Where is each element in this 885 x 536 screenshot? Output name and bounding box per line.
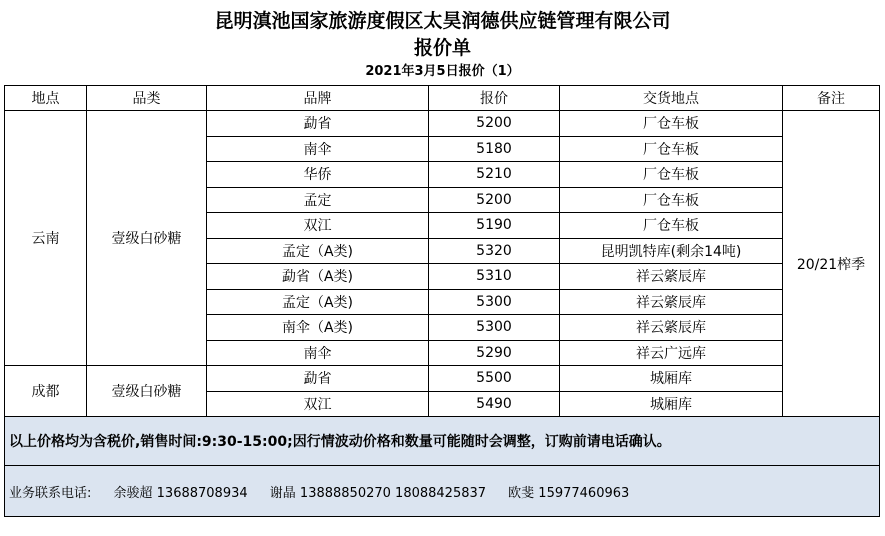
header-delivery: 交货地点 xyxy=(560,86,783,111)
delivery-cell: 厂仓车板 xyxy=(560,187,783,213)
brand-cell: 南伞 xyxy=(207,340,429,366)
delivery-cell: 厂仓车板 xyxy=(560,213,783,239)
delivery-cell: 祥云綮辰库 xyxy=(560,289,783,315)
delivery-cell: 厂仓车板 xyxy=(560,162,783,188)
delivery-cell: 厂仓车板 xyxy=(560,136,783,162)
delivery-cell: 城厢库 xyxy=(560,391,783,417)
category-cell: 壹级白砂糖 xyxy=(87,111,207,366)
price-cell: 5310 xyxy=(429,264,560,290)
price-cell: 5210 xyxy=(429,162,560,188)
price-cell: 5490 xyxy=(429,391,560,417)
header-remark: 备注 xyxy=(783,86,880,111)
company-name: 昆明滇池国家旅游度假区太昊润德供应链管理有限公司 xyxy=(214,10,671,32)
contact-row xyxy=(5,466,880,517)
table-row xyxy=(5,111,880,137)
price-notice: 以上价格均为含税价,销售时间:9:30-15:00;因行情波动价格和数量可能随时会调整，订购前请电话确认。 xyxy=(5,417,880,466)
price-cell: 5300 xyxy=(429,315,560,341)
delivery-cell: 祥云广远库 xyxy=(560,340,783,366)
brand-cell: 勐省 xyxy=(207,111,429,137)
header-price: 报价 xyxy=(429,86,560,111)
price-cell: 5320 xyxy=(429,238,560,264)
price-cell: 5300 xyxy=(429,289,560,315)
price-cell: 5500 xyxy=(429,366,560,392)
brand-cell: 孟定（A类) xyxy=(207,238,429,264)
header-location: 地点 xyxy=(5,86,87,111)
brand-cell: 双江 xyxy=(207,391,429,417)
price-cell: 5200 xyxy=(429,111,560,137)
brand-cell: 孟定（A类) xyxy=(207,289,429,315)
remark-cell: 20/21榨季 xyxy=(783,111,880,417)
table-header-row xyxy=(5,86,880,111)
header-category: 品类 xyxy=(87,86,207,111)
location-cell: 成都 xyxy=(5,366,87,417)
delivery-cell: 厂仓车板 xyxy=(560,111,783,137)
delivery-cell: 祥云綮辰库 xyxy=(560,264,783,290)
price-table xyxy=(4,85,880,517)
delivery-cell: 祥云綮辰库 xyxy=(560,315,783,341)
location-cell: 云南 xyxy=(5,111,87,366)
table-row xyxy=(5,366,880,392)
contact-yu: 余骏超 13688708934 xyxy=(113,485,248,501)
price-cell: 5180 xyxy=(429,136,560,162)
brand-cell: 南伞 xyxy=(207,136,429,162)
quote-date: 2021年3月5日报价（1） xyxy=(365,64,520,79)
brand-cell: 双江 xyxy=(207,213,429,239)
brand-cell: 孟定 xyxy=(207,187,429,213)
header-brand: 品牌 xyxy=(207,86,429,111)
contact-ou: 欧斐 15977460963 xyxy=(508,485,630,501)
price-cell: 5200 xyxy=(429,187,560,213)
delivery-cell: 昆明凯特库(剩余14吨) xyxy=(560,238,783,264)
brand-cell: 勐省 xyxy=(207,366,429,392)
category-cell: 壹级白砂糖 xyxy=(87,366,207,417)
brand-cell: 勐省（A类) xyxy=(207,264,429,290)
notice-row xyxy=(5,417,880,466)
brand-cell: 华侨 xyxy=(207,162,429,188)
contact-info xyxy=(5,466,880,517)
contact-xie: 谢晶 13888850270 18088425837 xyxy=(269,485,487,501)
price-cell: 5290 xyxy=(429,340,560,366)
contact-label: 业务联系电话: xyxy=(9,485,92,501)
delivery-cell: 城厢库 xyxy=(560,366,783,392)
brand-cell: 南伞（A类) xyxy=(207,315,429,341)
price-cell: 5190 xyxy=(429,213,560,239)
document-title: 报价单 xyxy=(413,37,471,59)
